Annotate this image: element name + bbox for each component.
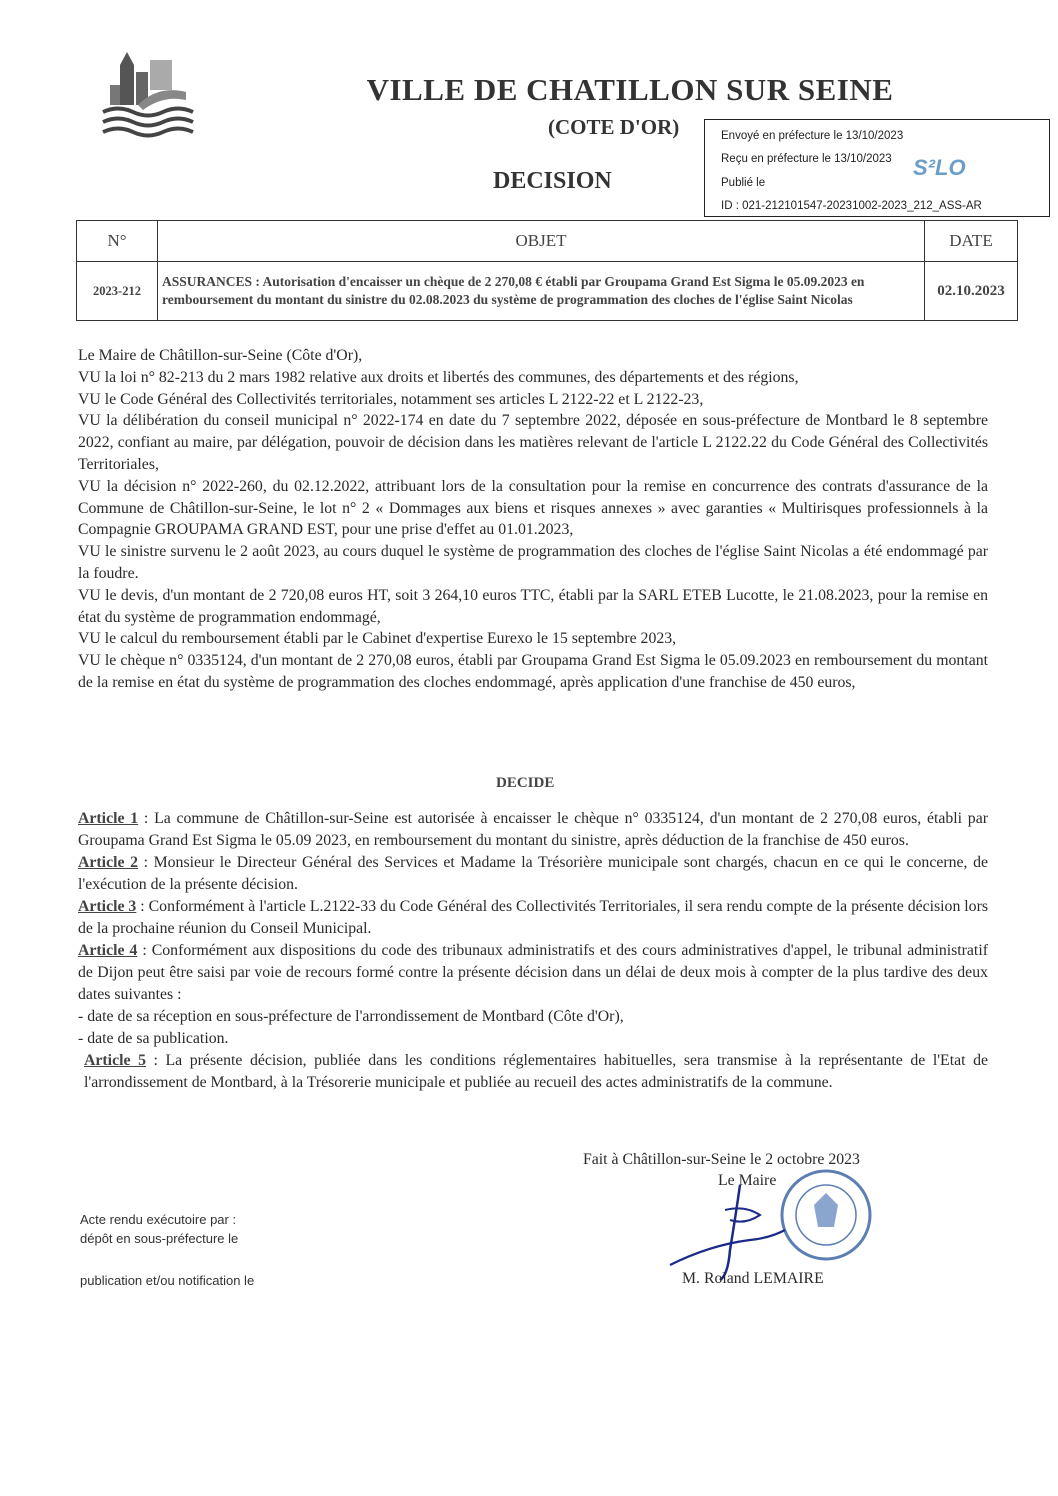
article xyxy=(78,896,988,940)
body-paragraph: VU le devis, d'un montant de 2 720,08 euros HT, soit 3 264,10 euros TTC, établi par la SARL ETEB Lucotte, le 21.08.2023, pour la remise en état du système de programmation endommagé, xyxy=(78,586,988,626)
execution-deposit: dépôt en sous-préfecture le xyxy=(80,1231,239,1246)
body-paragraph: Le Maire de Châtillon-sur-Seine (Côte d'Or), xyxy=(78,347,363,364)
signatory-name: M. Roland LEMAIRE xyxy=(682,1270,824,1287)
col-number-header: N° xyxy=(77,221,158,262)
article xyxy=(78,808,988,852)
s2lo-logo: S²LO xyxy=(913,155,966,180)
decide-heading: DECIDE xyxy=(496,775,555,791)
article-text: : Conformément à l'article L.2122-33 du Code Général des Collectivités Territoriales, il sera rendu compte de la présente décision lors de la prochaine réunion du Conseil Municipal. xyxy=(78,898,988,937)
considerations xyxy=(78,345,988,694)
page-subtitle: (COTE D'OR) xyxy=(548,115,680,139)
article-text: : Conformément aux dispositions du code des tribunaux administratifs et des cours administratives d'appel, le tribunal administratif de Dijon peut être saisi par voie de recours formé contre la présente décision dans un délai de deux mois à compter de la plus tardive des deux dates suivantes : xyxy=(78,942,988,1003)
article-label: Article 3 xyxy=(78,898,137,915)
decision-number: 2023-212 xyxy=(77,262,158,321)
signature-place-date: Fait à Châtillon-sur-Seine le 2 octobre 2023 xyxy=(583,1151,860,1168)
execution-publication: publication et/ou notification le xyxy=(80,1273,255,1288)
article xyxy=(78,852,988,896)
article-text: : Monsieur le Directeur Général des Services et Madame la Trésorière municipale sont chargés, chacun en ce qui le concerne, de l'exécution de la présente décision. xyxy=(78,854,988,893)
col-objet-header: OBJET xyxy=(158,221,925,262)
prefecture-stamp xyxy=(704,119,1050,217)
col-date-header: DATE xyxy=(925,221,1018,262)
execution-note: Acte rendu exécutoire par : xyxy=(80,1212,237,1227)
town-logo xyxy=(98,50,198,140)
decision-date: 02.10.2023 xyxy=(925,262,1018,321)
stamp-sent: Envoyé en préfecture le 13/10/2023 xyxy=(721,130,904,142)
list-item: - date de sa publication. xyxy=(78,1030,229,1047)
page-title: VILLE DE CHATILLON SUR SEINE xyxy=(366,72,894,107)
body-paragraph: VU la loi n° 82-213 du 2 mars 1982 relative aux droits et libertés des communes, des départements et des régions, xyxy=(78,368,799,386)
body-paragraph: VU le Code Général des Collectivités territoriales, notamment ses articles L 2122-22 et L 2122-23, xyxy=(78,390,704,408)
article-text: : La présente décision, publiée dans les conditions réglementaires habituelles, sera transmise à la représentante de l'Etat de l'arrondissement de Montbard, à la Trésorerie municipale et publiée au recueil des actes administratifs de la commune. xyxy=(84,1052,988,1091)
article-label: Article 4 xyxy=(78,942,138,959)
article-label: Article 2 xyxy=(78,854,138,871)
signature-role: Le Maire xyxy=(718,1172,777,1189)
article xyxy=(78,940,988,1006)
articles-section xyxy=(78,808,988,1094)
stamp-published: Publié le xyxy=(721,177,766,189)
article xyxy=(78,1050,988,1094)
official-seal xyxy=(776,1165,876,1265)
document-type: DECISION xyxy=(493,168,612,194)
list-item: - date de sa réception en sous-préfecture de l'arrondissement de Montbard (Côte d'Or), xyxy=(78,1008,624,1025)
body-paragraph: VU le chèque n° 0335124, d'un montant de 2 270,08 euros, établi par Groupama Grand Est Sigma le 05.09.2023 en remboursement du montant de la remise en état du système de programmation des cloches endommagé, après application d'une franchise de 450 euros, xyxy=(78,652,988,691)
decision-header-table xyxy=(76,220,1018,321)
body-paragraph: VU le sinistre survenu le 2 août 2023, au cours duquel le système de programmation des cloches de l'église Saint Nicolas a été endommagé par la foudre. xyxy=(78,543,988,582)
article-text: : La commune de Châtillon-sur-Seine est autorisée à encaisser le chèque n° 0335124, d'un montant de 2 270,08 euros, établi par Groupama Grand Est Sigma le 05.09 2023, en remboursement du montant du sinistre, après déduction de la franchise de 450 euros. xyxy=(78,810,988,849)
article-label: Article 1 xyxy=(78,810,139,827)
decision-objet: ASSURANCES : Autorisation d'encaisser un chèque de 2 270,08 € établi par Groupama Grand Est Sigma le 05.09.2023 en remboursement du montant du sinistre du 02.08.2023 du système de programmation des cloches de l'église Saint Nicolas xyxy=(158,262,925,321)
stamp-id: ID : 021-212101547-20231002-2023_212_ASS-AR xyxy=(721,200,982,212)
body-paragraph: VU la décision n° 2022-260, du 02.12.2022, attribuant lors de la consultation pour la remise en concurrence des contrats d'assurance de la Commune de Châtillon-sur-Seine, le lot n° 2 « Dommages aux biens et risques annexes » avec garanties « Multirisques professionnels à la Compagnie GROUPAMA GRAND EST, pour une prise d'effet au 01.01.2023, xyxy=(78,477,988,539)
body-paragraph: VU le calcul du remboursement établi par le Cabinet d'expertise Eurexo le 15 septembre 2023, xyxy=(78,630,677,648)
article-label: Article 5 xyxy=(84,1052,146,1069)
body-paragraph: VU la délibération du conseil municipal n° 2022-174 en date du 7 septembre 2022, déposée en sous-préfecture de Montbard le 8 septembre 2022, confiant au maire, par délégation, pouvoir de décision dans les matières relevant de l'article L 2122.22 du Code Général des Collectivités Territoriales, xyxy=(78,412,988,473)
stamp-received: Reçu en préfecture le 13/10/2023 xyxy=(721,153,892,165)
